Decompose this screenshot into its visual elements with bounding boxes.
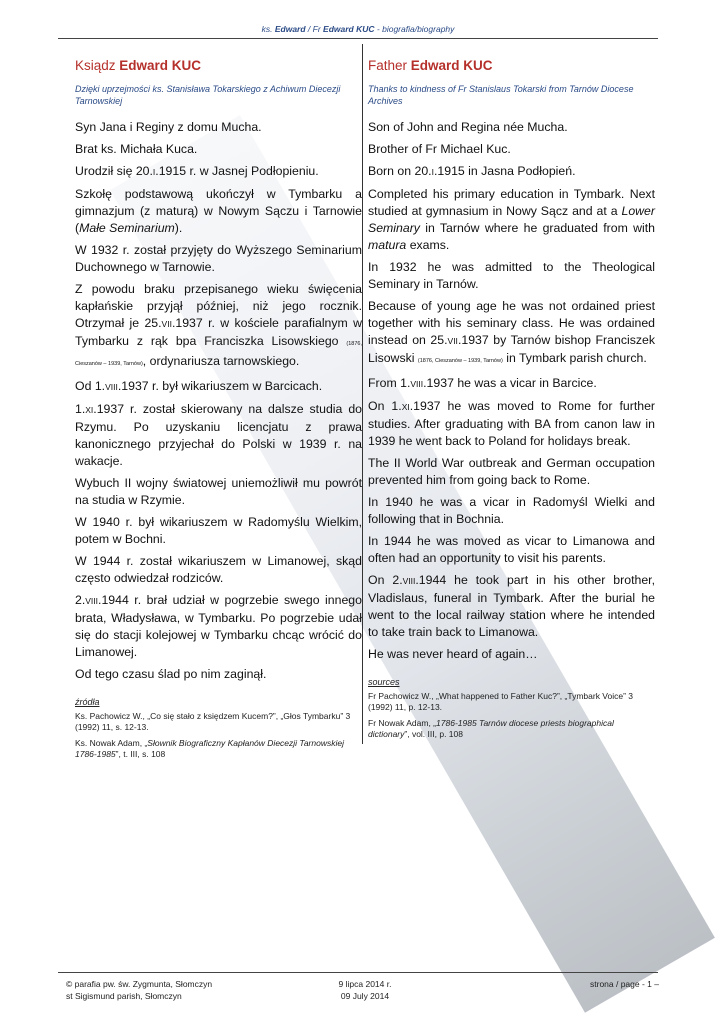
header-separator: / Fr xyxy=(307,24,321,34)
header-prefix: ks. xyxy=(261,24,273,34)
polish-paragraph: Szkołę podstawową ukończył w Tymbarku a gimnazjum (z maturą) w Nowym Sączu i Tarnowie (Małe Seminarium). xyxy=(75,187,362,235)
english-title-prefix: Father xyxy=(368,58,408,73)
polish-title-prefix: Ksiądz xyxy=(75,58,116,73)
english-paragraph: Because of young age he was not ordained priest together with his seminary class. He was ordained instead on 25.VII.1937 by Tarnów bishop Franciszek Lisowski (1876, Cieszanów – 1939, Tarnów) in Tymbark parish church. xyxy=(368,299,655,365)
english-title xyxy=(368,58,655,73)
english-paragraph: He was never heard of again… xyxy=(368,647,538,661)
english-paragraph: Brother of Fr Michael Kuc. xyxy=(368,142,511,156)
polish-paragraph: W 1940 r. był wikariuszem w Radomyślu Wielkim, potem w Bochni. xyxy=(75,515,362,546)
english-paragraph: From 1.VIII.1937 he was a vicar in Barcice. xyxy=(368,376,597,390)
polish-paragraph: 1.XI.1937 r. został skierowany na dalsze studia do Rzymu. Po uzyskaniu licencjatu z prawa kanonicznego przyjechał do Polski w 1939 r. na wakacje. xyxy=(75,402,362,468)
english-paragraph: In 1932 he was admitted to the Theological Seminary in Tarnów. xyxy=(368,260,655,291)
english-title-name: Edward KUC xyxy=(410,58,493,73)
polish-title-name: Edward KUC xyxy=(119,58,202,73)
polish-paragraph: W 1944 r. został wikariuszem w Limanowej, skąd często odwiedzał rodziców. xyxy=(75,554,362,585)
header-name-en: Edward KUC xyxy=(323,24,375,34)
polish-sources-label: źródła xyxy=(75,697,100,707)
english-sources-label: sources xyxy=(368,677,400,687)
english-column xyxy=(368,58,655,745)
footer-parish-pl: © parafia pw. św. Zygmunta, Słomczyn xyxy=(66,979,213,989)
footer-parish-en: st Sigismund parish, Słomczyn xyxy=(66,991,182,1001)
english-paragraph: On 1.XI.1937 he was moved to Rome for further studies. After graduating with BA from canon law in 1939 he went back to Poland for holidays break. xyxy=(368,399,656,448)
english-source: Fr Nowak Adam, „1786-1985 Tarnów diocese priests biographical dictionary”, vol. III, p. 108 xyxy=(368,718,614,739)
english-credit: Thanks to kindness of Fr Stanislaus Tokarski from Tarnów Diocese Archives xyxy=(368,84,634,106)
polish-paragraph: Brat ks. Michała Kuca. xyxy=(75,142,198,156)
footer-date-pl: 9 lipca 2014 r. xyxy=(338,979,392,989)
english-paragraph: In 1944 he was moved as vicar to Limanowa and often had an opportunity to visit his parents. xyxy=(368,534,655,565)
english-paragraph: Completed his primary education in Tymbark. Next studied at gymnasium in Nowy Sącz and at a Lower Seminary in Tarnów where he graduated from with matura exams. xyxy=(368,187,655,252)
english-paragraph: On 2.VIII.1944 he took part in his other brother, Vladislaus, funeral in Tymbark. After the burial he went to the local railway station where he intended to take train back to Limanowa. xyxy=(368,573,655,639)
header-name-pl: Edward xyxy=(274,24,306,34)
footer-rule xyxy=(58,972,658,973)
polish-source: Ks. Nowak Adam, „Słownik Biograficzny Kapłanów Diecezji Tarnowskiej 1786-1985”, t. III, s. 108 xyxy=(75,738,344,759)
polish-paragraph: Urodził się 20.I.1915 r. w Jasnej Podłopieniu. xyxy=(75,164,319,178)
polish-paragraph: W 1932 r. został przyjęty do Wyższego Seminarium Duchownego w Tarnowie. xyxy=(75,243,362,274)
footer-parish xyxy=(66,978,212,1002)
column-divider xyxy=(362,44,363,744)
header-rule xyxy=(58,38,658,39)
footer-date xyxy=(330,978,400,1002)
page-header xyxy=(58,24,658,34)
polish-paragraph: Od tego czasu ślad po nim zaginął. xyxy=(75,667,267,681)
english-paragraph: Son of John and Regina née Mucha. xyxy=(368,120,568,134)
footer-date-en: 09 July 2014 xyxy=(340,991,390,1001)
polish-paragraph: Od 1.VIII.1937 r. był wikariuszem w Barcicach. xyxy=(75,379,323,393)
english-paragraph: Born on 20.I.1915 in Jasna Podłopień. xyxy=(368,164,576,178)
footer-page-number: strona / page - 1 – xyxy=(590,979,659,989)
polish-paragraph: Syn Jana i Reginy z domu Mucha. xyxy=(75,120,262,134)
polish-column xyxy=(75,58,362,765)
english-source: Fr Pachowicz W., „What happened to Father Kuc?”, „Tymbark Voice” 3 (1992) 11, p. 12-13. xyxy=(368,691,634,712)
polish-title xyxy=(75,58,362,73)
polish-credit: Dzięki uprzejmości ks. Stanisława Tokarskiego z Achiwum Diecezji Tarnowskiej xyxy=(75,84,341,106)
header-suffix: - biografia/biography xyxy=(376,24,455,34)
polish-paragraph: Wybuch II wojny światowej uniemożliwił mu powrót na studia w Rzymie. xyxy=(75,476,362,507)
polish-paragraph: 2.VIII.1944 r. brał udział w pogrzebie swego innego brata, Władysława, w Tymbarku. Po pogrzebie udał się do stacji kolejowej w Tymbarku chcąc wrócić do Limanowej. xyxy=(75,593,362,659)
english-paragraph: The II World War outbreak and German occupation prevented him from going back to Rome. xyxy=(368,456,655,487)
polish-paragraph: Z powodu braku przepisanego wieku święcenia kapłańskie przyjął później, niż jego rocznik. Otrzymał je 25.VII.1937 r. w kościele parafialnym w Tymbarku z rąk bpa Franciszka Lisowskiego (1876, Cieszanów – 1939, Tarnów), ordynariusza tarnowskiego. xyxy=(75,282,363,368)
polish-source: Ks. Pachowicz W., „Co się stało z księdzem Kucem?”, „Głos Tymbarku” 3 (1992) 11, s. 12-13. xyxy=(75,711,351,732)
english-paragraph: In 1940 he was a vicar in Radomyśl Wielki and following that in Bochnia. xyxy=(368,495,655,526)
